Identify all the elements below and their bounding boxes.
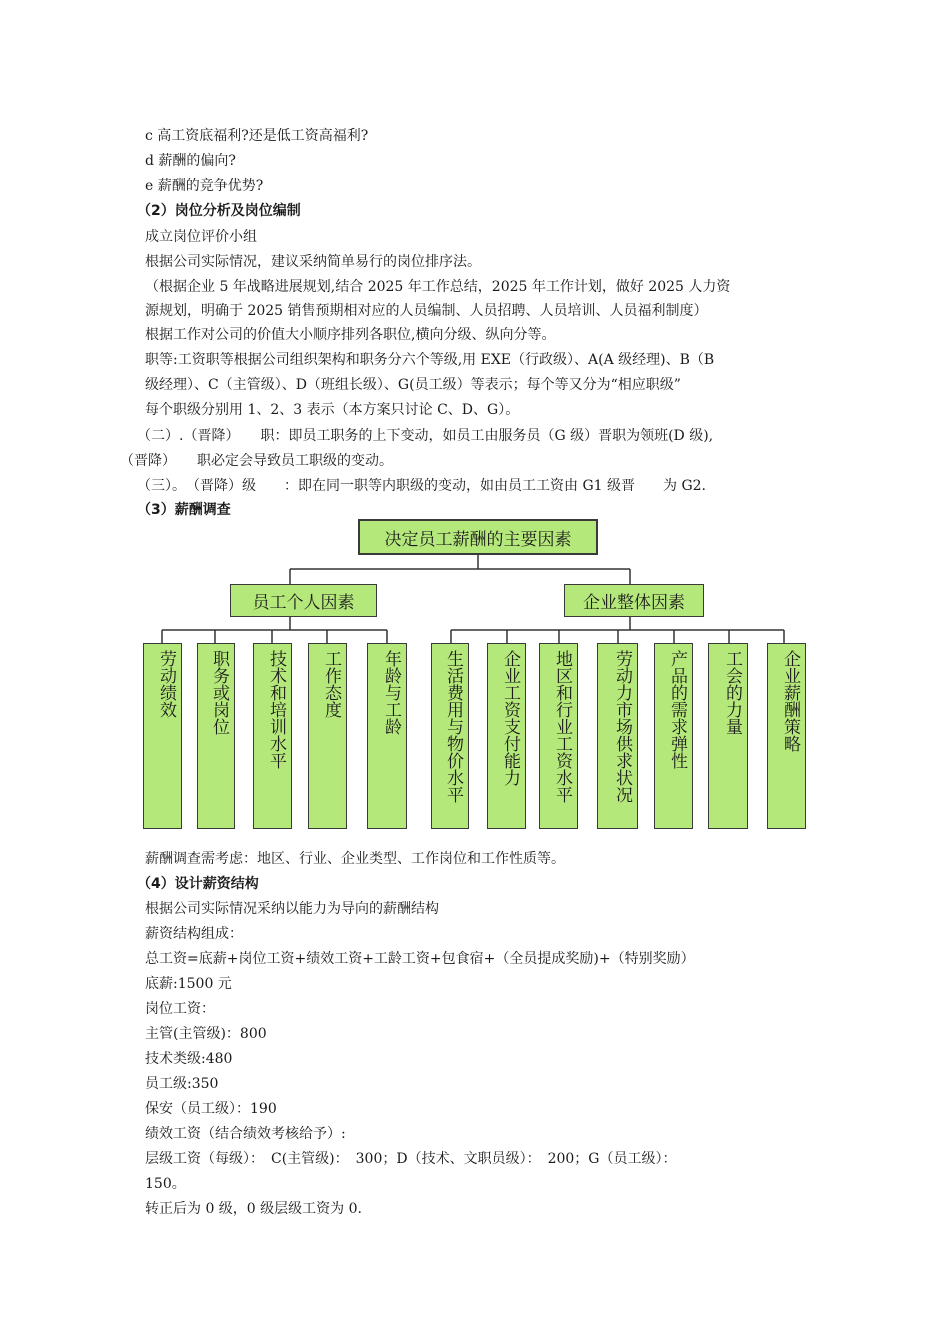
factor-box-age-tenure: 年龄与工龄: [367, 643, 407, 829]
text-line: 根据公司实际情况，建议采纳简单易行的岗位排序法。: [145, 254, 481, 270]
factor-box-attitude: 工作态度: [308, 643, 347, 829]
factor-box-ability-to-pay: 企业工资支付能力: [487, 643, 526, 829]
text-line: c 高工资底福利?还是低工资高福利?: [145, 128, 369, 144]
text-line: 底薪:1500 元: [145, 976, 232, 992]
factor-box-performance: 劳动绩效: [143, 643, 182, 829]
text-line: 根据公司实际情况采纳以能力为导向的薪酬结构: [145, 901, 439, 917]
text-line: 保安（员工级）：190: [145, 1101, 277, 1117]
section-heading: （4）设计薪资结构: [137, 876, 259, 892]
text-line: 员工级:350: [145, 1076, 219, 1092]
text-line: （三）。 （晋降）级 ：即在同一职等内职级的变动，如由员工工资由 G1 级晋 为 G2.: [137, 478, 706, 494]
text-line: 150。: [145, 1176, 186, 1192]
section-heading: （3）薪酬调查: [137, 502, 231, 518]
section-heading: （2）岗位分析及岗位编制: [137, 203, 301, 219]
text-line: 每个职级分别用 1、2、3 表示（本方案只讨论 C、D、G）。: [145, 402, 520, 418]
text-line: 薪酬调查需考虑：地区、行业、企业类型、工作岗位和工作性质等。: [145, 851, 565, 867]
enterprise-factors-box: 企业整体因素: [564, 584, 704, 617]
factor-box-position: 职务或岗位: [197, 643, 235, 829]
text-line: 岗位工资：: [145, 1001, 215, 1017]
text-line: 根据工作对公司的价值大小顺序排列各职位,横向分级、纵向分等。: [145, 327, 556, 343]
factor-box-demand-elasticity: 产品的需求弹性: [654, 643, 693, 829]
text-line: 层级工资（每级）： C(主管级)： 300；D（技术、文职员级）： 200；G（员工级）：: [145, 1151, 677, 1167]
text-line: 绩效工资（结合绩效考核给予）:: [145, 1126, 346, 1142]
text-line: 源规划，明确于 2025 销售预期相对应的人员编制、人员招聘、人员培训、人员福利制度）: [145, 303, 708, 319]
factor-box-skills: 技术和培训水平: [253, 643, 292, 829]
text-line: （晋降） 职必定会导致员工职级的变动。: [120, 453, 393, 469]
text-line: 总工资=底薪+岗位工资+绩效工资+工龄工资+包食宿+（全员提成奖励)+（特别奖励）: [145, 951, 695, 967]
factor-box-cost-of-living: 生活费用与物价水平: [431, 643, 469, 829]
text-line: 成立岗位评价小组: [145, 229, 257, 245]
text-line: 级经理）、C（主管级）、D（班组长级）、G(员工级）等表示；每个等又分为“相应职级”: [145, 377, 681, 393]
text-line: 转正后为 0 级，0 级层级工资为 0.: [145, 1201, 362, 1217]
factor-box-union: 工会的力量: [708, 643, 748, 829]
root-factor-box: 决定员工薪酬的主要因素: [358, 519, 598, 555]
text-line: 职等:工资职等根据公司组织架构和职务分六个等级,用 EXE（行政级）、A(A 级经理)、B（B: [145, 352, 715, 368]
text-line: 薪资结构组成：: [145, 926, 243, 942]
text-line: （二）.（晋降） 职：即员工职务的上下变动，如员工由服务员（G 级）晋职为领班(D 级),: [137, 428, 714, 444]
factor-box-labor-market: 劳动力市场供求状况: [597, 643, 638, 829]
personal-factors-box: 员工个人因素: [230, 584, 377, 617]
text-line: 主管(主管级)：800: [145, 1026, 267, 1042]
text-line: e 薪酬的竞争优势?: [145, 178, 264, 194]
factor-box-regional-wages: 地区和行业工资水平: [539, 643, 578, 829]
text-line: 技术类级:480: [145, 1051, 233, 1067]
text-line: d 薪酬的偏向?: [145, 153, 236, 169]
salary-factors-diagram: [140, 517, 812, 837]
factor-box-pay-strategy: 企业薪酬策略: [767, 643, 806, 829]
text-line: （根据企业 5 年战略进展规划,结合 2025 年工作总结，2025 年工作计划，做好 2025 人力资: [145, 279, 731, 295]
